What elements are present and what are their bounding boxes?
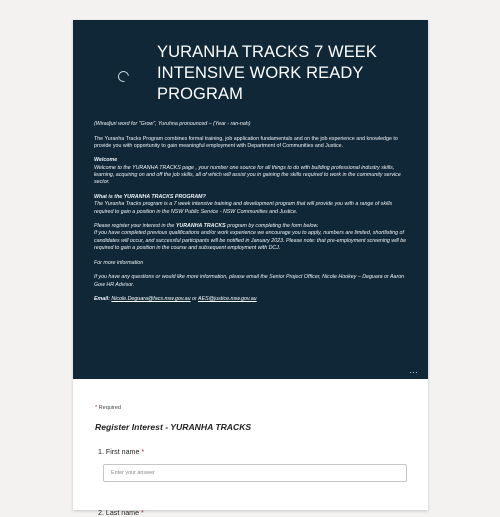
what-heading: What is the YURANHA TRACKS PROGRAM? [94,193,206,200]
welcome-text: Welcome to the YURANHA TRACKS page , your number one source for all things to do with building professional industry skills, learning, acquiring on and off the job skills, all of which will assist you in gaining the skills required to work in the community service sector. [94,164,401,186]
question-first-name-label [98,448,144,456]
question-label-text: 2. Last name [98,509,140,517]
email-link-nicole[interactable]: Nicole.Deguara@facs.nsw.gov.au [111,296,191,303]
form-card [73,20,428,517]
required-text: Required [97,405,121,411]
register-prefix: Please register your interest in the [94,223,176,230]
first-name-input[interactable] [103,464,407,482]
question-label-text: 1. First name [98,448,140,456]
required-star: * [95,405,98,411]
required-star: * [141,448,145,456]
form-description [94,121,412,311]
question-last-name-label [98,509,144,517]
email-link-aes[interactable]: AES@justice.nsw.gov.au [198,296,257,303]
form-header [73,20,428,379]
loading-ring-icon [116,69,131,84]
more-options-icon[interactable]: … [409,365,419,375]
email-label: Email: [94,296,110,303]
register-more: If you have completed previous qualifications and/or work experience we encourage you to apply, numbers are limited, shortlisting of candidates will occur, and successful participants will be notified in January 2023. Please note: that pre-employment screening will be required to gain a position in the course and subsequent employment with DCJ. [94,230,407,252]
form-title: YURANHA TRACKS 7 WEEK INTENSIVE WORK READY PROGRAM [157,43,378,103]
intro-text: The Yuranha Tracks Program combines formal training, job application fundamentals and on the job experience and knowledge to provide you with opportunity to gain meaningful employment with Department of Communities and Justice. [94,135,398,149]
section-title: Register Interest - YURANHA TRACKS [95,422,252,432]
email-or: or [190,296,199,303]
more-info-text: For more information [94,259,144,266]
what-text: The Yuranha Tracks program is a 7 week intensive training and development program that will provide you with a range of skills required to gain a position in the NSW Public Service - NSW Communities and Justice. [94,201,393,215]
required-star: * [141,509,144,517]
register-bold: YURANHA TRACKS [175,223,226,230]
meaning-text: (Wiradjuri word for "Grow", Yuruhna pronounced – (Year - ran-nah) [94,121,251,127]
required-note [95,405,121,411]
contact-text: If you have any questions or would like more information, please email the Senior Project Officer, Nicole Hookey – Deguara or Aaron Gow HR Advisor. [94,274,405,288]
register-suffix: program by completing the form below. [225,223,319,230]
welcome-heading: Welcome [94,157,118,164]
